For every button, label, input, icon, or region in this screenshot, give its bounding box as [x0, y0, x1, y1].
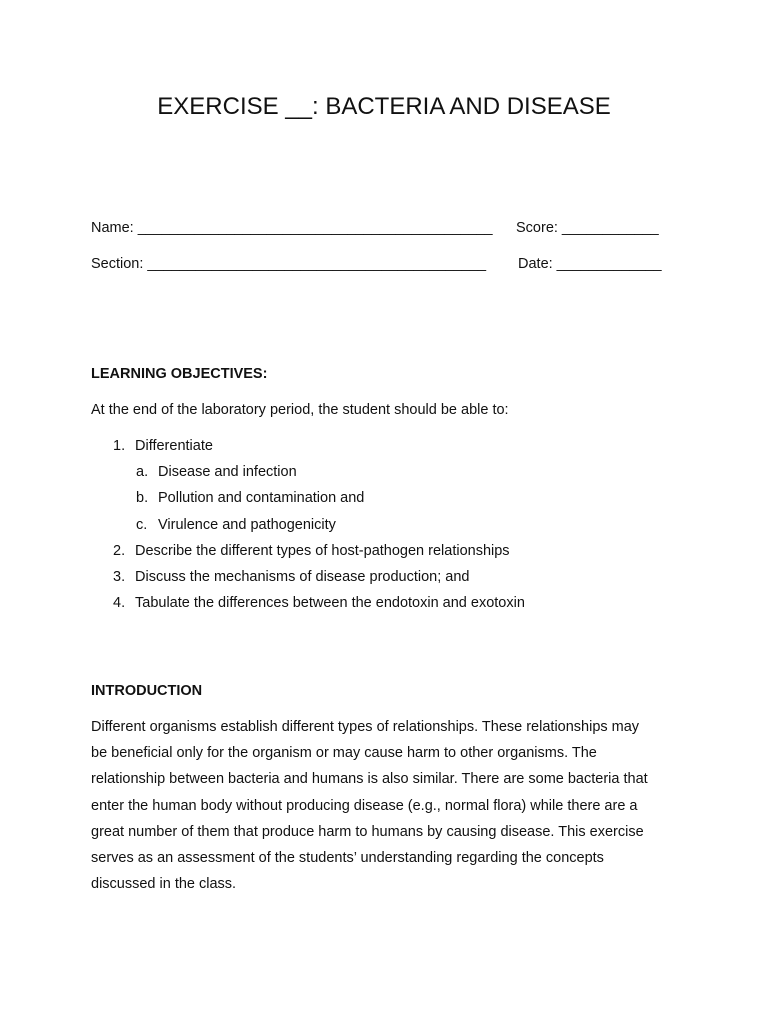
list-number: 4. — [113, 595, 126, 611]
objective-item-2 — [113, 542, 510, 560]
paragraph-line: discussed in the class. — [91, 876, 237, 893]
list-text: Virulence and pathogenicity — [158, 517, 336, 533]
page-title: EXERCISE __: BACTERIA AND DISEASE — [157, 93, 611, 120]
paragraph-line: enter the human body without producing disease (e.g., normal flora) while there are a — [91, 797, 638, 814]
paragraph-line: relationship between bacteria and humans is also similar. There are some bacteria that — [91, 771, 648, 788]
objective-subitem-a — [136, 463, 297, 481]
list-letter: c. — [136, 517, 148, 533]
list-text: Differentiate — [135, 438, 213, 454]
introduction-heading: INTRODUCTION — [91, 683, 203, 699]
list-text: Disease and infection — [158, 464, 297, 480]
objectives-intro: At the end of the laboratory period, the student should be able to: — [91, 402, 509, 418]
objective-item-3 — [113, 568, 469, 586]
paragraph-line: great number of them that produce harm to humans by causing disease. This exercise — [91, 823, 644, 840]
list-text: Describe the different types of host-pathogen relationships — [135, 543, 510, 559]
paragraph-line: serves as an assessment of the students’ understanding regarding the concepts — [91, 850, 604, 867]
list-letter: b. — [136, 490, 149, 506]
paragraph-line: Different organisms establish different types of relationships. These relationships may — [91, 719, 640, 735]
objective-subitem-c — [136, 516, 336, 534]
list-text: Pollution and contamination and — [158, 490, 365, 506]
objective-item-1 — [113, 437, 213, 455]
list-text: Discuss the mechanisms of disease production; and — [135, 569, 470, 585]
objective-item-4 — [113, 594, 525, 612]
objectives-heading: LEARNING OBJECTIVES: — [91, 366, 268, 382]
objective-subitem-b — [136, 489, 364, 507]
section-field[interactable]: Section: __________________________________________ — [91, 256, 487, 272]
score-field[interactable]: Score: ____________ — [516, 220, 659, 236]
list-number: 3. — [113, 569, 126, 585]
introduction-paragraph — [91, 714, 691, 897]
paragraph-line: be beneficial only for the organism or may cause harm to other organisms. The — [91, 745, 597, 762]
name-field-row — [91, 219, 659, 237]
name-field[interactable]: Name: ____________________________________________ — [91, 220, 493, 236]
date-field[interactable]: Date: _____________ — [518, 256, 662, 272]
list-number: 2. — [113, 543, 126, 559]
list-number: 1. — [113, 438, 126, 454]
list-letter: a. — [136, 464, 149, 480]
list-text: Tabulate the differences between the endotoxin and exotoxin — [135, 595, 525, 611]
section-field-row — [91, 255, 662, 273]
